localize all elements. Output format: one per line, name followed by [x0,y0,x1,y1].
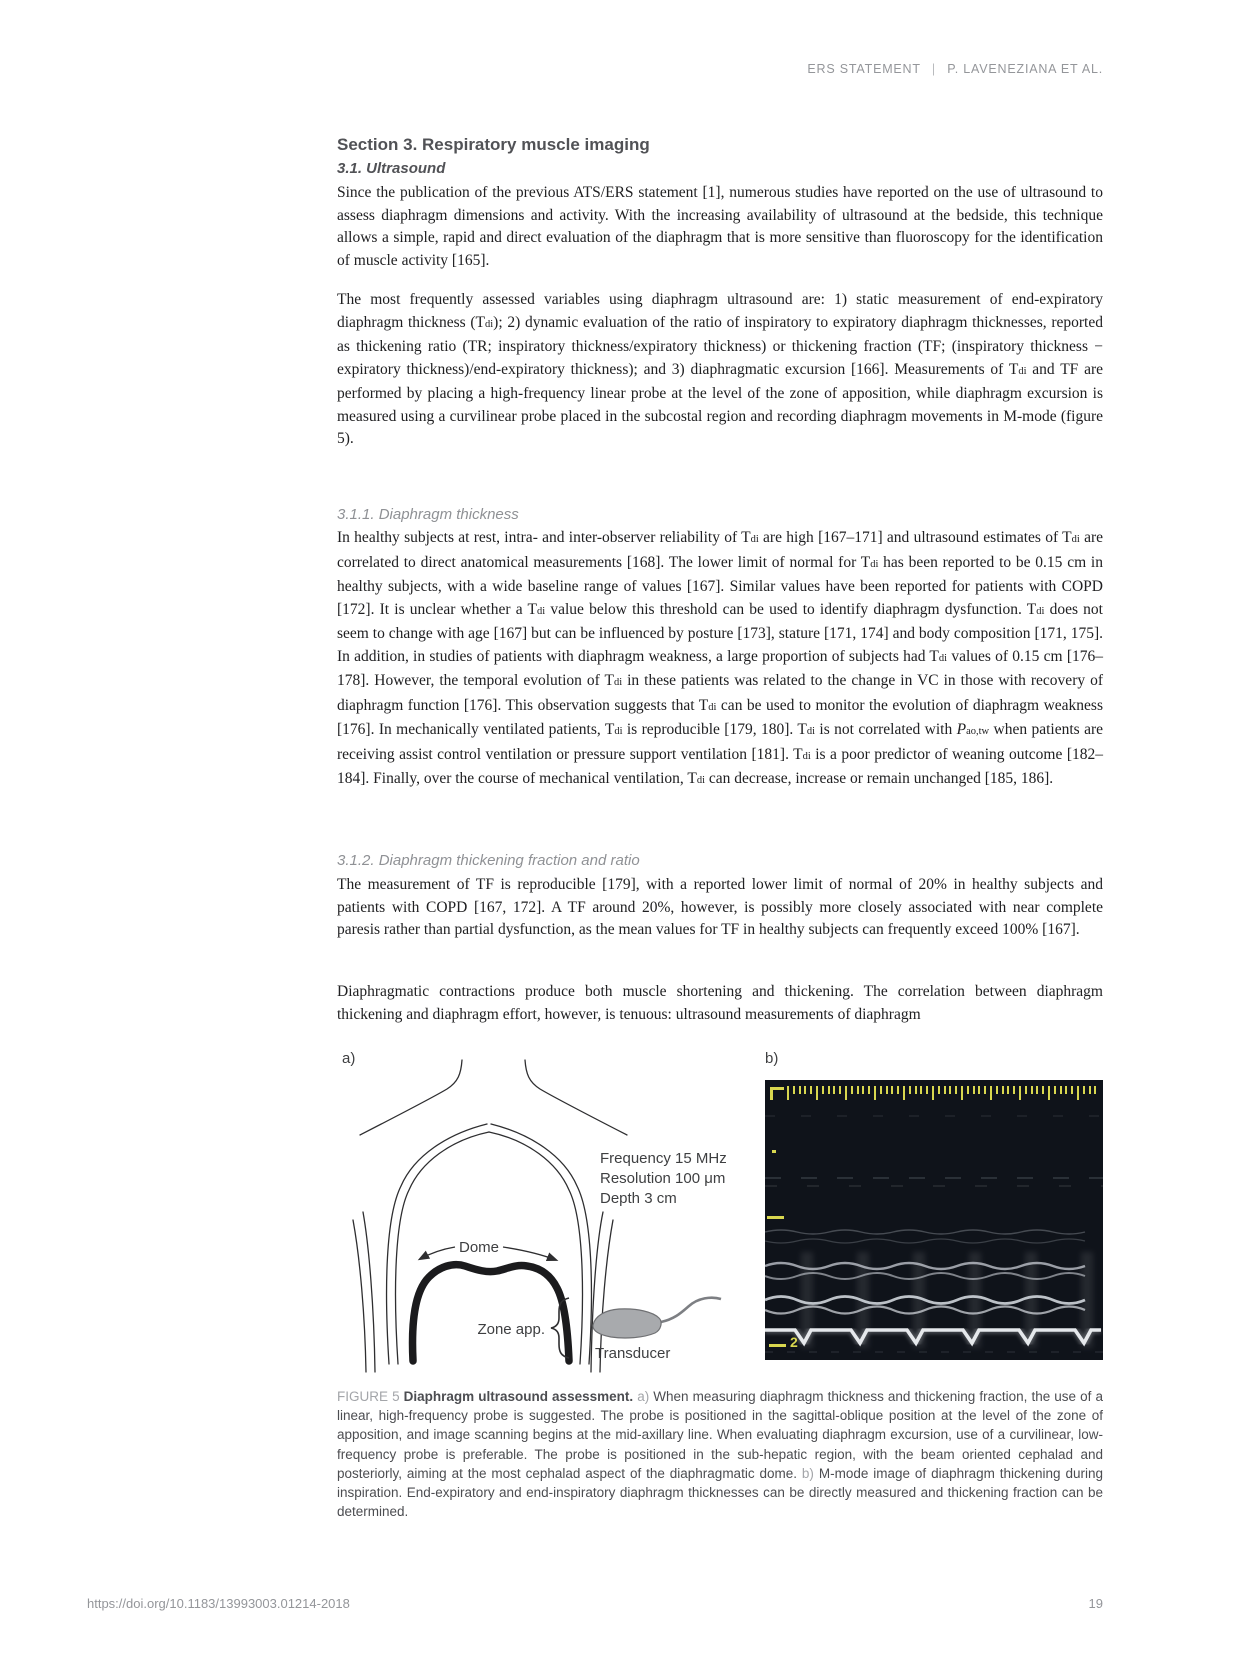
ruler-tick [1042,1086,1044,1094]
ruler-tick [967,1086,969,1094]
ruler-tick [799,1086,801,1094]
diagram-labels [459,1150,727,1362]
ruler-tick [828,1086,830,1094]
journal-name: ERS STATEMENT [807,62,921,76]
ruler-tick [1048,1086,1050,1100]
ruler-tick [1007,1086,1009,1094]
subsection-heading: 3.1. Ultrasound [337,160,446,177]
ruler-tick [926,1086,928,1094]
dome-arrow-left-icon [420,1247,455,1259]
ruler-tick [944,1086,946,1094]
ruler-tick [996,1086,998,1094]
ruler-tick [932,1086,934,1100]
dome-label: Dome [458,1239,500,1256]
ruler-tick [920,1086,922,1094]
ruler-tick [880,1086,882,1094]
ruler-tick [1065,1086,1067,1094]
ruler-tick [990,1086,992,1100]
transducer-icon [593,1298,721,1338]
ruler-tick [897,1086,899,1094]
page-footer [87,1596,1103,1611]
depth-marker-dash [767,1216,784,1219]
panel-a-label: a) [342,1050,356,1067]
panel-b-label: b) [765,1050,779,1067]
ruler-tick [1054,1086,1056,1094]
ruler-tick [822,1086,824,1094]
ruler-tick [868,1086,870,1094]
authors: P. LAVENEZIANA ET AL. [947,62,1103,76]
running-header [807,62,1103,76]
ruler-tick [891,1086,893,1094]
ruler-tick [903,1086,905,1100]
ruler-tick [1060,1086,1062,1094]
caption-tag: FIGURE 5 [337,1389,400,1404]
ruler-tick [851,1086,853,1094]
caption-panel-b-text: M-mode image of diaphragm thickening during inspiration. End-expiratory and end-inspiratory diaphragm thicknesses can be directly measured and thickening fraction can be determined. [337,1465,1103,1520]
depth-marker-dot [772,1150,776,1153]
caption-panel-b-ref: b) [801,1465,814,1481]
ruler-tick [1002,1086,1004,1094]
ruler-tick [1031,1086,1033,1094]
page-number: 19 [1088,1596,1103,1611]
ruler-tick [787,1086,789,1100]
caption-title: Diaphragm ultrasound assessment. [403,1389,634,1404]
subsubsection-heading-tf: 3.1.2. Diaphragm thickening fraction and ratio [337,852,640,869]
subsubsection-heading-thickness: 3.1.1. Diaphragm thickness [337,506,519,523]
probe-spec-resolution: Resolution 100 μm [600,1170,726,1187]
ruler-tick [833,1086,835,1094]
ruler-tick [915,1086,917,1094]
caption-panel-a-ref: a) [637,1389,650,1404]
section-heading: Section 3. Respiratory muscle imaging [337,135,650,154]
torso-diagram [337,1046,767,1381]
depth-scale-number: 2 [790,1334,798,1350]
paragraph-intro: Since the publication of the previous ATS/ERS statement [1], numerous studies have reported on the use of ultrasound to assess diaphragm dimensions and activity. With the increasing availability of ultrasound at the bedside, this technique allows a simple, rapid and direct evaluation of the diaphragm that is more sensitive than fluoroscopy for the identification of muscle activity [165]. [337,184,1103,269]
ruler-tick [857,1086,859,1094]
ruler-tick [955,1086,957,1094]
ruler-tick [1036,1086,1038,1094]
ruler-tick [1094,1086,1096,1094]
dome-arrow-right-icon [503,1247,556,1260]
ruler-tick [938,1086,940,1094]
ruler-tick [874,1086,876,1100]
ruler-tick [978,1086,980,1094]
mmode-ultrasound-image [765,1080,1103,1360]
ruler-tick [1083,1086,1085,1094]
ruler-tick [1089,1086,1091,1094]
ruler-tick [1013,1086,1015,1094]
paragraph-thickness: In healthy subjects at rest, intra- and inter-observer reliability of Tdi are high [167–171] and ultrasound estimates of Tdi are correlated to direct anatomical measurements [168]. The lower limit of normal for Tdi has been reported to be 0.15 cm in healthy subjects, with a wide baseline range of values [167]. Similar values have been reported for patients with COPD [172]. It is unclear whether a Tdi value below this threshold can be used to identify diaphragm dysfunction. Tdi does not seem to change with age [167] but can be influenced by posture [173], stature [171, 174] and body composition [171, 175]. In addition, in studies of patients with diaphragm weakness, a large proportion of subjects had Tdi values of 0.15 cm [176–178]. However, the temporal evolution of Tdi in these patients was related to the change in VC in those with recovery of diaphragm function [176]. This observation suggests that Tdi can be used to monitor the evolution of diaphragm weakness [176]. In mechanically ventilated patients, Tdi is reproducible [179, 180]. Tdi is not correlated with Pao,tw when patients are receiving assist control ventilation or pressure support ventilation [181]. Tdi is a poor predictor of weaning outcome [182–184]. Finally, over the course of mechanical ventilation, Tdi can decrease, increase or remain unchanged [185, 186]. [337,529,1104,787]
transducer-label: Transducer [595,1345,671,1362]
ruler-tick [1025,1086,1027,1094]
ruler-tick [862,1086,864,1094]
time-ruler [765,1086,1103,1102]
ruler-tick [984,1086,986,1094]
probe-spec-depth: Depth 3 cm [600,1190,677,1207]
ruler-origin-marker [770,1087,784,1100]
paragraph-tf: The measurement of TF is reproducible [179], with a reported lower limit of normal of 20% in healthy subjects and patients with COPD [167, 172]. A TF around 20%, however, is possibly more closely associated with near complete paresis rather than partial dysfunction, as the mean values for TF in healthy subjects can frequently exceed 100% [167]. [337,876,1103,938]
mmode-traces [765,1080,1103,1360]
paragraph-variables: The most frequently assessed variables using diaphragm ultrasound are: 1) static measurement of end-expiratory diaphragm thickness (Tdi); 2) dynamic evaluation of the ratio of inspiratory to expiratory diaphragm thicknesses, reported as thickening ratio (TR; inspiratory thickness/expiratory thickness) or thickening fraction (TF; (inspiratory thickness − expiratory thickness)/end-expiratory thickness); and 3) diaphragmatic excursion [166]. Measurements of Tdi and TF are performed by placing a high-frequency linear probe at the level of the zone of apposition, while diaphragm excursion is measured using a curvilinear probe placed in the subcostal region and recording diaphragm movements in M-mode (figure 5). [337,291,1103,447]
ruler-tick [845,1086,847,1100]
ruler-tick [839,1086,841,1094]
figure-caption [337,1387,1103,1521]
ruler-tick [949,1086,951,1094]
paragraph-contractions: Diaphragmatic contractions produce both muscle shortening and thickening. The correlation between diaphragm thickening and diaphragm effort, however, is tenuous: ultrasound measurements of diaphragm [337,983,1103,1023]
ruler-tick [973,1086,975,1094]
ruler-tick [961,1086,963,1100]
doi-text: https://doi.org/10.1183/13993003.01214-2018 [87,1596,350,1611]
ruler-tick [816,1086,818,1100]
ruler-tick [1019,1086,1021,1100]
ruler-tick [1077,1086,1079,1100]
diaphragm-dome [413,1265,569,1361]
header-separator: | [931,62,936,76]
figure-5 [337,1046,1103,1386]
caption-panel-a-text: When measuring diaphragm thickness and thickening fraction, the use of a linear, high-frequency probe is suggested. The probe is positioned in the sagittal-oblique position at the level of the zone of apposition, and image scanning begins at the mid-axillary line. When evaluating diaphragm excursion, use of a curvilinear, low-frequency probe is preferable. The probe is positioned in the sub-hepatic region, with the beam oriented cephalad and posteriorly, aiming at the most cephalad aspect of the diaphragmatic dome. [337,1389,1103,1481]
ruler-tick [793,1086,795,1094]
ruler-tick [1071,1086,1073,1094]
ruler-tick [810,1086,812,1094]
depth-scale-dash [769,1344,786,1347]
ruler-tick [886,1086,888,1094]
ruler-tick [804,1086,806,1094]
probe-spec-frequency: Frequency 15 MHz [600,1150,727,1167]
ruler-tick [909,1086,911,1094]
zone-apposition-label: Zone app. [477,1321,545,1338]
